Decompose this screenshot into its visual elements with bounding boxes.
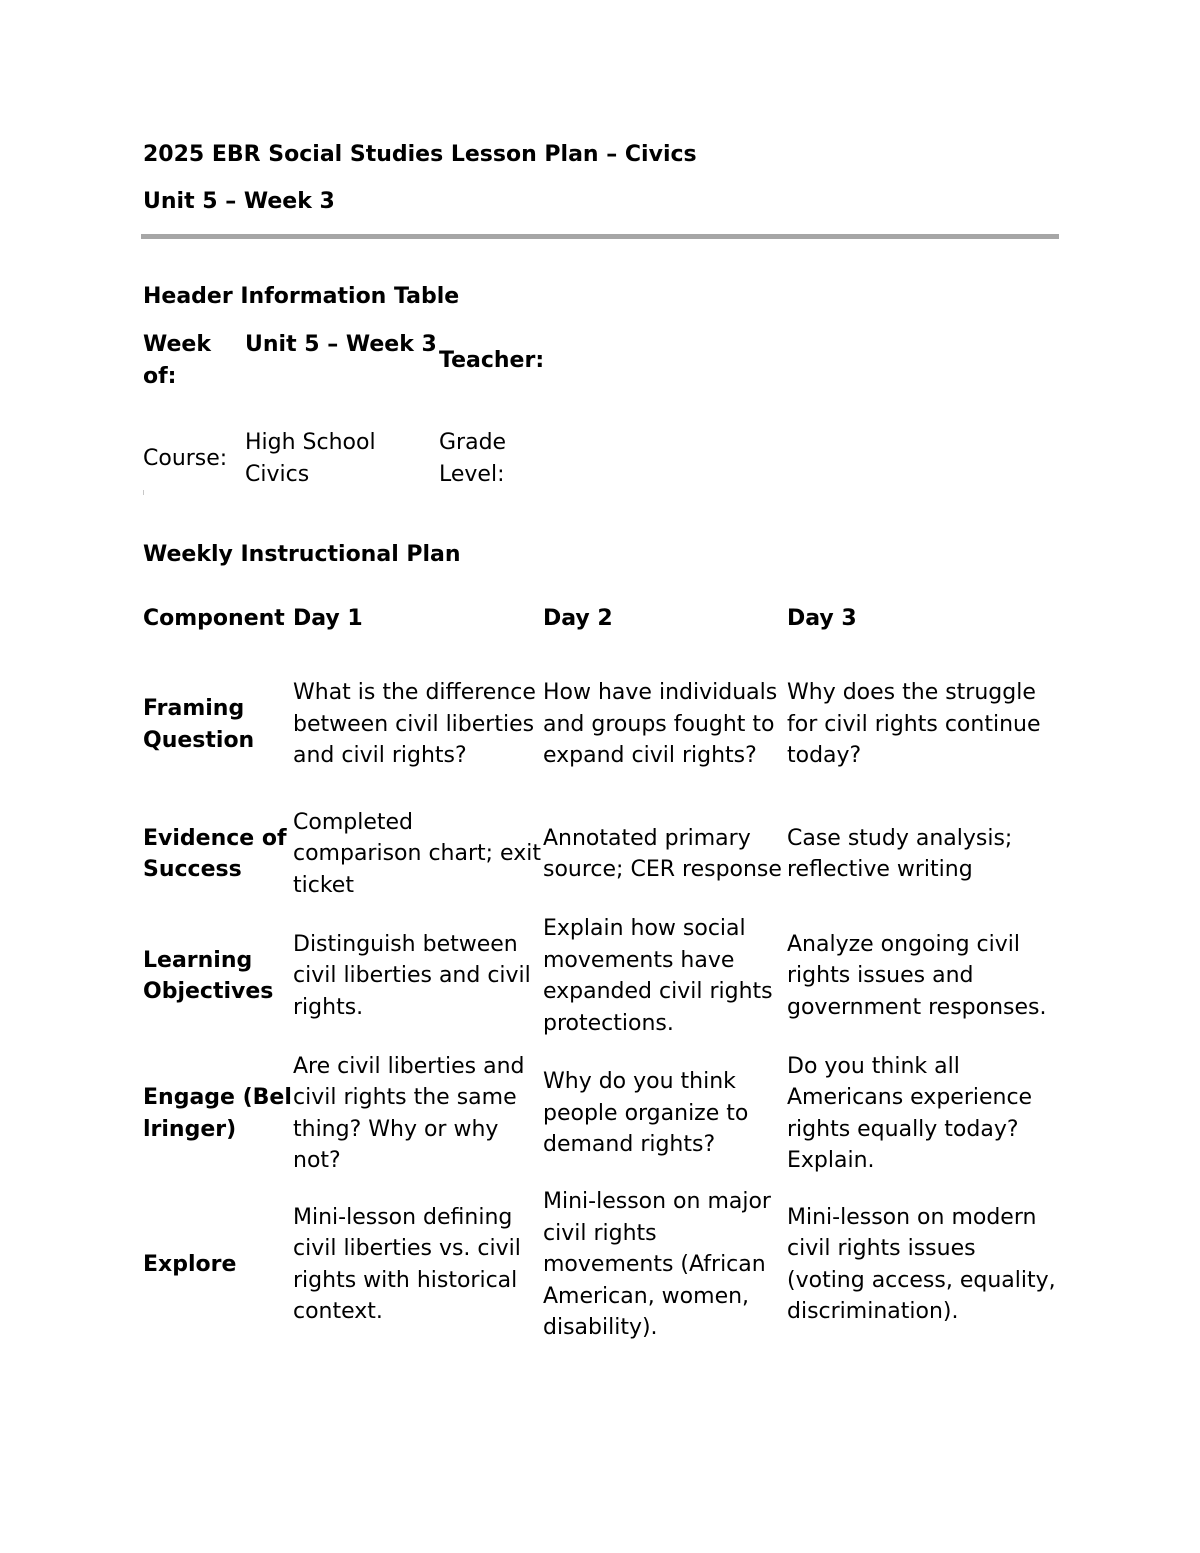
table-row	[143, 652, 1059, 797]
table-header-row	[143, 586, 1059, 652]
column-header-day2: Day 2	[543, 606, 613, 632]
table-row	[143, 329, 559, 427]
component-framing-question: Framing Question	[143, 696, 255, 753]
column-header-day3: Day 3	[787, 606, 857, 632]
day3-cell: Do you think all Americans experience rights equally today? Explain.	[787, 1053, 1033, 1173]
header-info-heading: Header Information Table	[143, 284, 460, 309]
course-value: High School Civics	[245, 430, 376, 487]
horizontal-divider	[141, 234, 1059, 239]
day2-cell: Why do you think people organize to demand rights?	[543, 1069, 749, 1158]
day2-cell: Annotated primary source; CER response	[543, 825, 782, 882]
day1-cell: Completed comparison chart; exit ticket	[293, 809, 541, 898]
header-info-table	[143, 329, 559, 523]
grade-level-label: Grade Level:	[439, 430, 507, 487]
day1-cell: Are civil liberties and civil rights the same thing? Why or why not?	[293, 1053, 525, 1173]
component-explore: Explore	[143, 1252, 237, 1277]
table-row	[143, 427, 559, 523]
document-title: 2025 EBR Social Studies Lesson Plan – Civics	[143, 142, 697, 167]
component-learning-objectives: Learning Objectives	[143, 947, 274, 1004]
table-row	[143, 911, 1059, 1041]
week-of-value: Unit 5 – Week 3	[245, 332, 437, 357]
component-evidence-of-success: Evidence of Success	[143, 825, 287, 882]
course-label: Course:	[143, 446, 228, 471]
day2-cell: How have individuals and groups fought to expand civil rights?	[543, 680, 778, 769]
day2-cell: Explain how social movements have expanded civil rights protections.	[543, 916, 773, 1036]
column-header-day1: Day 1	[293, 606, 363, 632]
column-header-component: Component	[143, 606, 285, 632]
week-of-label: Week of:	[143, 332, 211, 389]
table-row	[143, 1041, 1059, 1186]
teacher-label: Teacher:	[439, 348, 545, 373]
weekly-plan-heading: Weekly Instructional Plan	[143, 542, 461, 567]
weekly-plan-table	[143, 586, 1059, 1344]
day2-cell: Mini-lesson on major civil rights movements (African American, women, disability).	[543, 1189, 771, 1340]
day1-cell: Mini-lesson defining civil liberties vs. civil rights with historical context.	[293, 1204, 521, 1325]
day3-cell: Analyze ongoing civil rights issues and government responses.	[787, 931, 1047, 1020]
table-row	[143, 1186, 1059, 1344]
document-subtitle: Unit 5 – Week 3	[143, 189, 335, 214]
text-cursor-mark	[143, 490, 144, 495]
table-row	[143, 797, 1059, 911]
day1-cell: Distinguish between civil liberties and civil rights.	[293, 931, 531, 1020]
day1-cell: What is the difference between civil liberties and civil rights?	[293, 680, 536, 769]
day3-cell: Mini-lesson on modern civil rights issues (voting access, equality, discrimination).	[787, 1204, 1056, 1325]
component-engage-bellringer: Engage (Bellringer)	[143, 1085, 292, 1142]
day3-cell: Case study analysis; reflective writing	[787, 825, 1013, 882]
day3-cell: Why does the struggle for civil rights continue today?	[787, 680, 1041, 769]
